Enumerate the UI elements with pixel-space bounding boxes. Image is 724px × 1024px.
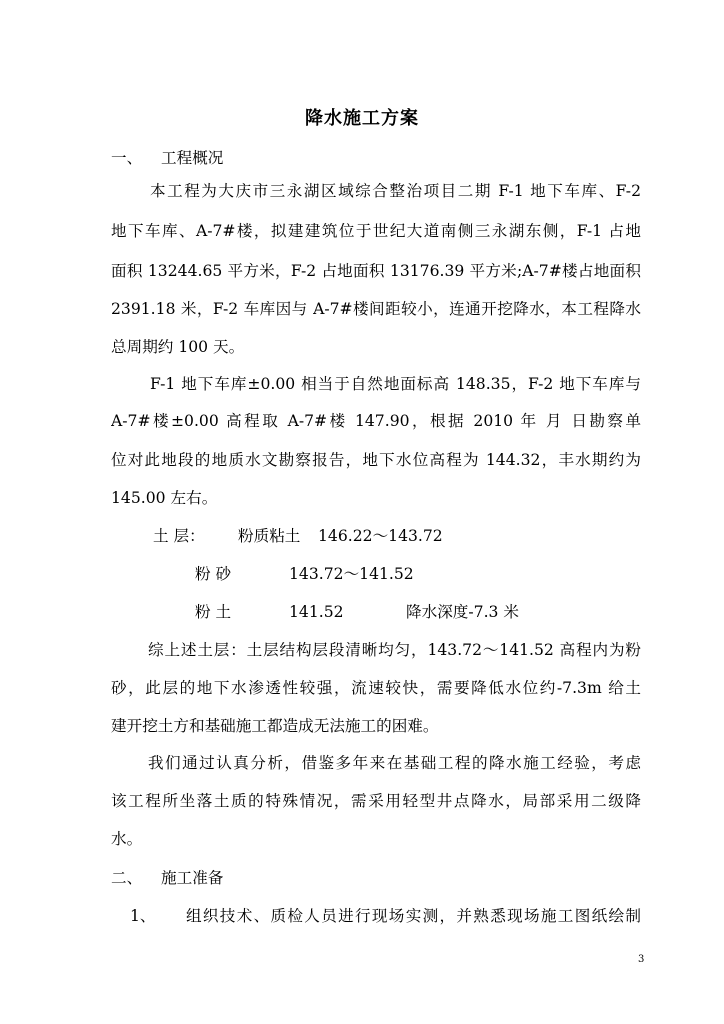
- paragraph-line: F-1 地下车库±0.00 相当于自然地面标高 148.35，F-2 地下车库与: [150, 375, 641, 393]
- paragraph-line: 面积 13244.65 平方米，F-2 占地面积 13176.39 平方米;A-7#楼占地面积: [111, 262, 641, 280]
- section-heading-1: [111, 148, 641, 168]
- section-heading-2: [111, 868, 641, 888]
- paragraph-line: 建开挖土方和基础施工都造成无法施工的困难。: [111, 717, 439, 735]
- section-title: 工程概况: [161, 149, 224, 167]
- paragraph-line: 145.00 左右。: [111, 489, 218, 507]
- soil-name: 粉 砂: [195, 565, 232, 583]
- paragraph-line: 2391.18 米，F-2 车库因与 A-7#楼间距较小，连通开挖降水，本工程降水: [111, 300, 641, 318]
- soil-range: 143.72～141.52: [289, 565, 414, 583]
- section-number: 二、: [111, 869, 143, 887]
- section-title: 施工准备: [161, 869, 224, 887]
- section-number: 一、: [111, 149, 143, 167]
- paragraph-line: 综上述土层：土层结构层段清晰均匀，143.72～141.52 高程内为粉: [148, 641, 641, 659]
- soil-range: 141.52: [289, 603, 344, 621]
- paragraph-line: 地下车库、A-7#楼，拟建建筑位于世纪大道南侧三永湖东侧，F-1 占地: [111, 222, 641, 240]
- soil-range: 146.22～143.72: [318, 527, 443, 545]
- paragraph-line: 总周期约 100 天。: [111, 338, 245, 356]
- item-number: 1、: [130, 907, 156, 925]
- dewatering-depth: 降水深度-7.3 米: [406, 603, 519, 621]
- soil-name: 粉 土: [195, 603, 232, 621]
- paragraph-line: 水。: [111, 830, 143, 848]
- item-text: 组织技术、质检人员进行现场实测，并熟悉现场施工图纸绘制: [186, 907, 641, 925]
- page-number: 3: [638, 954, 645, 965]
- paragraph-line: 本工程为大庆市三永湖区域综合整治项目二期 F-1 地下车库、F-2: [150, 182, 641, 200]
- paragraph-line: 位对此地段的地质水文勘察报告，地下水位高程为 144.32，丰水期约为: [111, 451, 641, 469]
- paragraph-line: 我们通过认真分析，借鉴多年来在基础工程的降水施工经验，考虑: [148, 754, 641, 772]
- paragraph-line: 该工程所坐落土质的特殊情况，需采用轻型井点降水，局部采用二级降: [111, 792, 641, 810]
- paragraph-line: 砂，此层的地下水渗透性较强，流速较快，需要降低水位约-7.3m 给土: [111, 679, 641, 697]
- soil-label: 土 层：: [153, 527, 205, 545]
- paragraph-line: A-7#楼±0.00 高程取 A-7#楼 147.90，根据 2010 年 月 日勘察单: [111, 412, 641, 430]
- soil-name: 粉质粘土: [238, 527, 301, 545]
- document-title: 降水施工方案: [305, 108, 419, 129]
